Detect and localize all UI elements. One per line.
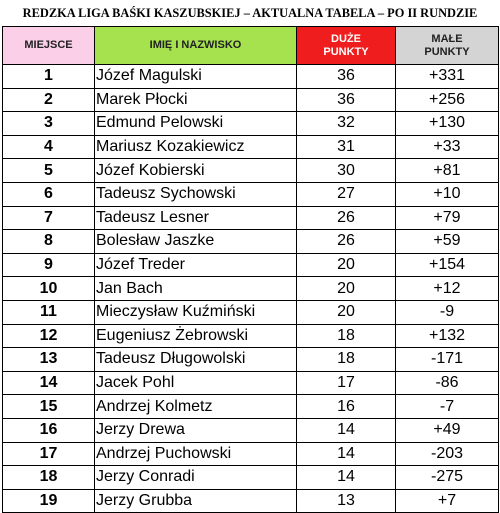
player-name-cell: Marek Płocki bbox=[95, 88, 297, 112]
small-points-cell: +59 bbox=[396, 230, 499, 254]
small-points-cell: -7 bbox=[396, 395, 499, 419]
table-row bbox=[3, 277, 499, 301]
small-points-cell: +130 bbox=[396, 112, 499, 136]
header-position: MIEJSCE bbox=[3, 27, 95, 65]
position-cell: 11 bbox=[3, 300, 95, 324]
table-row bbox=[3, 182, 499, 206]
small-points-cell: +49 bbox=[396, 418, 499, 442]
big-points-cell: 18 bbox=[297, 348, 396, 372]
position-cell: 6 bbox=[3, 182, 95, 206]
position-cell: 17 bbox=[3, 442, 95, 466]
big-points-cell: 20 bbox=[297, 253, 396, 277]
small-points-cell: -171 bbox=[396, 348, 499, 372]
table-row bbox=[3, 206, 499, 230]
small-points-cell: +81 bbox=[396, 159, 499, 183]
player-name-cell: Józef Magulski bbox=[95, 65, 297, 89]
player-name-cell: Andrzej Kolmetz bbox=[95, 395, 297, 419]
position-cell: 7 bbox=[3, 206, 95, 230]
header-small-points bbox=[396, 27, 499, 65]
table-body bbox=[3, 65, 499, 513]
player-name-cell: Józef Treder bbox=[95, 253, 297, 277]
table-row bbox=[3, 300, 499, 324]
big-points-cell: 20 bbox=[297, 300, 396, 324]
table-row bbox=[3, 65, 499, 89]
header-big-points bbox=[297, 27, 396, 65]
player-name-cell: Mariusz Kozakiewicz bbox=[95, 135, 297, 159]
player-name-cell: Jerzy Conradi bbox=[95, 466, 297, 490]
big-points-cell: 20 bbox=[297, 277, 396, 301]
small-points-cell: -203 bbox=[396, 442, 499, 466]
small-points-cell: +79 bbox=[396, 206, 499, 230]
table-row bbox=[3, 442, 499, 466]
small-points-cell: -9 bbox=[396, 300, 499, 324]
player-name-cell: Andrzej Puchowski bbox=[95, 442, 297, 466]
big-points-cell: 32 bbox=[297, 112, 396, 136]
small-points-cell: -275 bbox=[396, 466, 499, 490]
small-points-cell: +10 bbox=[396, 182, 499, 206]
big-points-cell: 36 bbox=[297, 88, 396, 112]
small-points-cell: +12 bbox=[396, 277, 499, 301]
big-points-cell: 30 bbox=[297, 159, 396, 183]
table-row bbox=[3, 371, 499, 395]
table-row bbox=[3, 466, 499, 490]
table-row bbox=[3, 348, 499, 372]
big-points-cell: 36 bbox=[297, 65, 396, 89]
player-name-cell: Tadeusz Długowolski bbox=[95, 348, 297, 372]
table-row bbox=[3, 230, 499, 254]
table-row bbox=[3, 489, 499, 513]
small-points-cell: +33 bbox=[396, 135, 499, 159]
position-cell: 12 bbox=[3, 324, 95, 348]
table-row bbox=[3, 253, 499, 277]
player-name-cell: Jan Bach bbox=[95, 277, 297, 301]
big-points-cell: 16 bbox=[297, 395, 396, 419]
header-big-points-line2: PUNKTY bbox=[323, 45, 369, 58]
position-cell: 14 bbox=[3, 371, 95, 395]
position-cell: 8 bbox=[3, 230, 95, 254]
table-row bbox=[3, 418, 499, 442]
header-row bbox=[3, 27, 499, 65]
big-points-cell: 26 bbox=[297, 206, 396, 230]
standings-table bbox=[2, 26, 499, 513]
big-points-cell: 14 bbox=[297, 442, 396, 466]
table-row bbox=[3, 112, 499, 136]
position-cell: 19 bbox=[3, 489, 95, 513]
big-points-cell: 26 bbox=[297, 230, 396, 254]
position-cell: 15 bbox=[3, 395, 95, 419]
big-points-cell: 13 bbox=[297, 489, 396, 513]
header-big-points-line1: DUŻE bbox=[331, 32, 361, 45]
big-points-cell: 17 bbox=[297, 371, 396, 395]
player-name-cell: Jerzy Drewa bbox=[95, 418, 297, 442]
position-cell: 18 bbox=[3, 466, 95, 490]
big-points-cell: 14 bbox=[297, 466, 396, 490]
small-points-cell: +331 bbox=[396, 65, 499, 89]
position-cell: 10 bbox=[3, 277, 95, 301]
position-cell: 2 bbox=[3, 88, 95, 112]
player-name-cell: Jacek Pohl bbox=[95, 371, 297, 395]
small-points-cell: -86 bbox=[396, 371, 499, 395]
player-name-cell: Jerzy Grubba bbox=[95, 489, 297, 513]
small-points-cell: +154 bbox=[396, 253, 499, 277]
header-name: IMIĘ I NAZWISKO bbox=[95, 27, 297, 65]
player-name-cell: Tadeusz Lesner bbox=[95, 206, 297, 230]
position-cell: 1 bbox=[3, 65, 95, 89]
table-title: REDZKA LIGA BAŚKI KASZUBSKIEJ – AKTUALNA TABELA – PO II RUNDZIE bbox=[22, 6, 478, 20]
header-small-points-line2: PUNKTY bbox=[424, 45, 470, 58]
small-points-cell: +7 bbox=[396, 489, 499, 513]
player-name-cell: Edmund Pelowski bbox=[95, 112, 297, 136]
big-points-cell: 27 bbox=[297, 182, 396, 206]
position-cell: 9 bbox=[3, 253, 95, 277]
position-cell: 3 bbox=[3, 112, 95, 136]
position-cell: 4 bbox=[3, 135, 95, 159]
table-row bbox=[3, 88, 499, 112]
table-row bbox=[3, 135, 499, 159]
position-cell: 5 bbox=[3, 159, 95, 183]
table-row bbox=[3, 324, 499, 348]
player-name-cell: Mieczysław Kuźmiński bbox=[95, 300, 297, 324]
player-name-cell: Bolesław Jaszke bbox=[95, 230, 297, 254]
position-cell: 13 bbox=[3, 348, 95, 372]
table-row bbox=[3, 395, 499, 419]
small-points-cell: +132 bbox=[396, 324, 499, 348]
header-small-points-line1: MAŁE bbox=[431, 32, 463, 45]
position-cell: 16 bbox=[3, 418, 95, 442]
big-points-cell: 31 bbox=[297, 135, 396, 159]
player-name-cell: Józef Kobierski bbox=[95, 159, 297, 183]
big-points-cell: 14 bbox=[297, 418, 396, 442]
player-name-cell: Tadeusz Sychowski bbox=[95, 182, 297, 206]
small-points-cell: +256 bbox=[396, 88, 499, 112]
player-name-cell: Eugeniusz Żebrowski bbox=[95, 324, 297, 348]
big-points-cell: 18 bbox=[297, 324, 396, 348]
table-row bbox=[3, 159, 499, 183]
